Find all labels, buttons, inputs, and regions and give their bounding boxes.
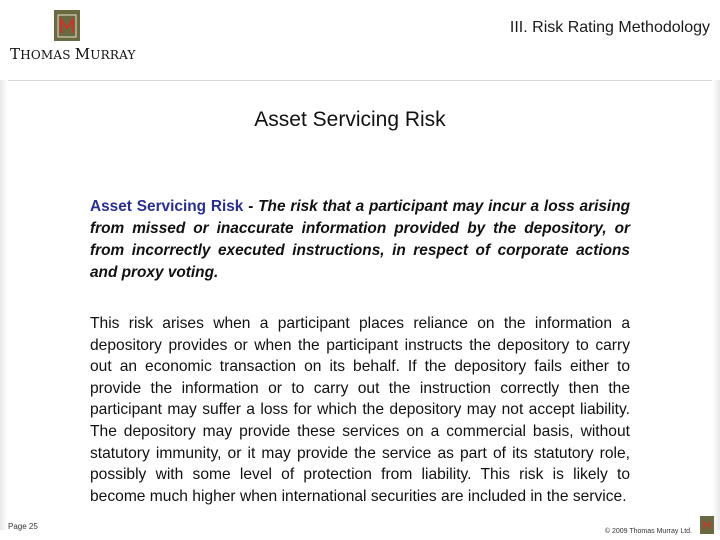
frame-shadow-right: [712, 80, 720, 530]
thomas-murray-logo-icon: [54, 10, 80, 41]
section-title: III. Risk Rating Methodology: [509, 19, 710, 36]
frame-shadow-left: [0, 80, 8, 530]
copyright-notice: © 2009 Thomas Murray Ltd.: [604, 528, 692, 535]
definition-separator: -: [243, 198, 259, 215]
brand-name: THOMAS MURRAY: [10, 45, 136, 63]
page-number: Page 25: [8, 522, 38, 531]
risk-definition: [90, 196, 630, 284]
definition-text: The risk that a participant may incur a loss arising from missed or inaccurate information provided by the depository, or from incorrectly executed instructions, in respect of corporate actions and proxy voting.: [90, 198, 630, 281]
footer-logo-icon: [700, 516, 714, 534]
risk-explanation: This risk arises when a participant places reliance on the information a depository provides or when the participant instructs the depository to carry out an economic transaction on its behalf. If the depository fails either to provide the information or to carry out the instruction correctly then the participant may suffer a loss for which the depository may not accept liability. The depository may provide these services on a commercial basis, without statutory immunity, or it may provide the service as part of its statutory role, possibly with some level of protection from liability. This risk is likely to become much higher when international securities are included in the service.: [90, 315, 630, 505]
slide-title: Asset Servicing Risk: [254, 108, 446, 131]
definition-term: Asset Servicing Risk: [90, 198, 244, 215]
